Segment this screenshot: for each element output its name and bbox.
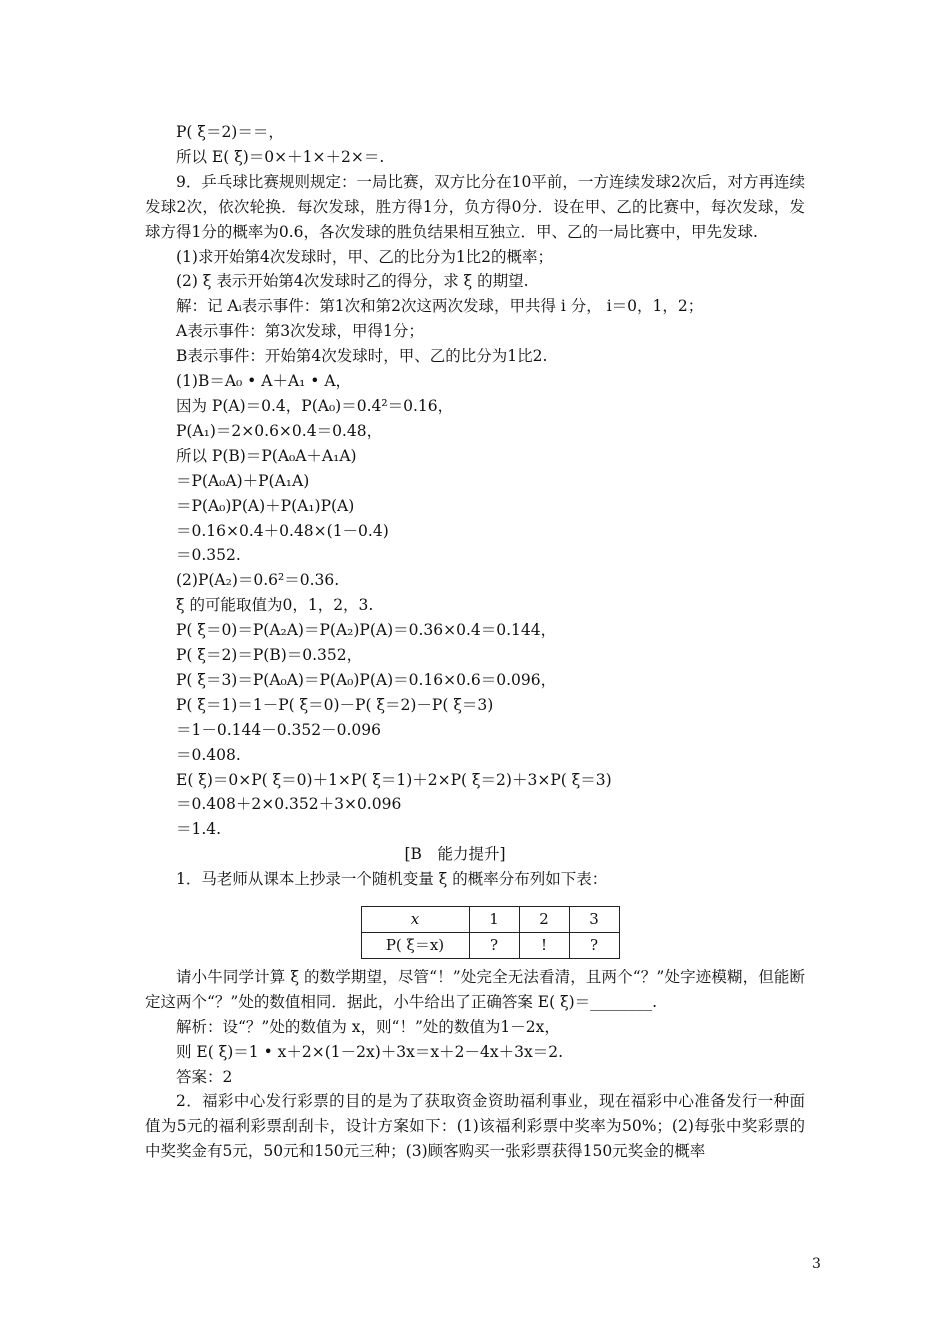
table-cell: 2 (519, 907, 569, 933)
text-line: E( ξ)＝0×P( ξ＝0)＋1×P( ξ＝1)＋2×P( ξ＝2)＋3×P( ξ＝3) (176, 770, 612, 789)
table-cell: x (361, 907, 469, 933)
text-line: 所以 E( ξ)＝0×＋1×＋2×＝. (176, 147, 385, 166)
table-cell: ? (469, 933, 519, 959)
text-line: ＝0.16×0.4＋0.48×(1－0.4) (176, 521, 389, 540)
text-line: 则 E( ξ)＝1 • x＋2×(1－2x)＋3x＝x＋2－4x＋3x＝2. (176, 1042, 564, 1061)
text-line: ＝P(A₀A)＋P(A₁A) (176, 471, 310, 490)
text-line: P( ξ＝1)＝1－P( ξ＝0)－P( ξ＝2)－P( ξ＝3) (176, 695, 494, 714)
text-line: ＝0.408. (176, 745, 241, 764)
text-line: ＝0.352. (176, 546, 241, 565)
text-line: ＝1.4. (176, 820, 222, 839)
problem-b2-text: 2．福彩中心发行彩票的目的是为了获取资金资助福利事业，现在福彩中心准备发行一种面值为5元的福利彩票刮刮卡，设计方案如下：(1)该福利彩票中奖率为50%；(2)每张中奖彩票的中奖奖金有5元，50元和150元三种；(3)顾客购买一张彩票获得150元奖金的概率 (145, 1092, 805, 1161)
answer-line: 答案：2 (176, 1067, 233, 1086)
problem-9-statement: 9．乒乓球比赛规则规定：一局比赛，双方比分在10平前，一方连续发球2次后，对方再连续发球2次，依次轮换．每次发球，胜方得1分，负方得0分．设在甲、乙的比赛中，每次发球，发球方得1分的概率为0.6，各次发球的胜负结果相互独立．甲、乙的一局比赛中，甲先发球. (145, 172, 805, 241)
text-line: ＝P(A₀)P(A)＋P(A₁)P(A) (176, 496, 355, 515)
page-number: 3 (812, 1256, 821, 1272)
text-line: P( ξ＝3)＝P(A₀A)＝P(A₀)P(A)＝0.16×0.6＝0.096， (176, 670, 557, 689)
table-cell: 3 (569, 907, 619, 933)
text-line: (2)P(A₂)＝0.6²＝0.36. (176, 571, 340, 590)
table-row (361, 907, 619, 933)
table-row (361, 933, 619, 959)
text-line: 解：记 Aᵢ表示事件：第1次和第2次这两次发球，甲共得 i 分， i＝0，1，2； (176, 297, 704, 316)
text-line: (2) ξ 表示开始第4次发球时乙的得分，求 ξ 的期望. (176, 272, 529, 291)
text-line: 所以 P(B)＝P(A₀A＋A₁A) (176, 446, 357, 465)
text-line: ξ 的可能取值为0，1，2，3. (176, 596, 374, 615)
distribution-table-wrapper (175, 906, 805, 959)
text-line: ＝0.408＋2×0.352＋3×0.096 (176, 795, 402, 814)
text-line: P( ξ＝2)＝P(B)＝0.352， (176, 646, 363, 665)
distribution-table (361, 906, 620, 959)
table-cell: ! (519, 933, 569, 959)
text-line: ＝1－0.144－0.352－0.096 (176, 720, 381, 739)
text-line: P(A₁)＝2×0.6×0.4＝0.48， (176, 421, 383, 440)
text-line: A表示事件：第3次发球，甲得1分； (176, 322, 424, 341)
text-line: B表示事件：开始第4次发球时，甲、乙的比分为1比2. (176, 347, 548, 366)
table-cell: 1 (469, 907, 519, 933)
text-line: (1)求开始第4次发球时，甲、乙的比分为1比2的概率； (176, 247, 554, 266)
section-heading: [B 能力提升] (404, 845, 506, 864)
table-cell: ? (569, 933, 619, 959)
problem-b1-text: 请小牛同学计算 ξ 的数学期望，尽管“！”处完全无法看清，且两个“？”处字迹模糊，但能断定这两个“？”处的数值相同．据此，小牛给出了正确答案 E( ξ)＝________. (145, 967, 805, 1011)
document-body (145, 120, 805, 1164)
problem-b1-intro: 1．马老师从课本上抄录一个随机变量 ξ 的概率分布列如下表： (176, 870, 608, 889)
text-line: 因为 P(A)＝0.4，P(A₀)＝0.4²＝0.16， (176, 396, 454, 415)
text-line: (1)B＝A₀ • A＋A₁ • A， (176, 372, 352, 391)
text-line: P( ξ＝0)＝P(A₂A)＝P(A₂)P(A)＝0.36×0.4＝0.144， (176, 621, 557, 640)
text-line: 解析：设“？”处的数值为 x，则“！”处的数值为1－2x， (176, 1017, 560, 1036)
table-cell: P( ξ＝x) (361, 933, 469, 959)
text-line: P( ξ＝2)＝＝， (176, 123, 284, 141)
